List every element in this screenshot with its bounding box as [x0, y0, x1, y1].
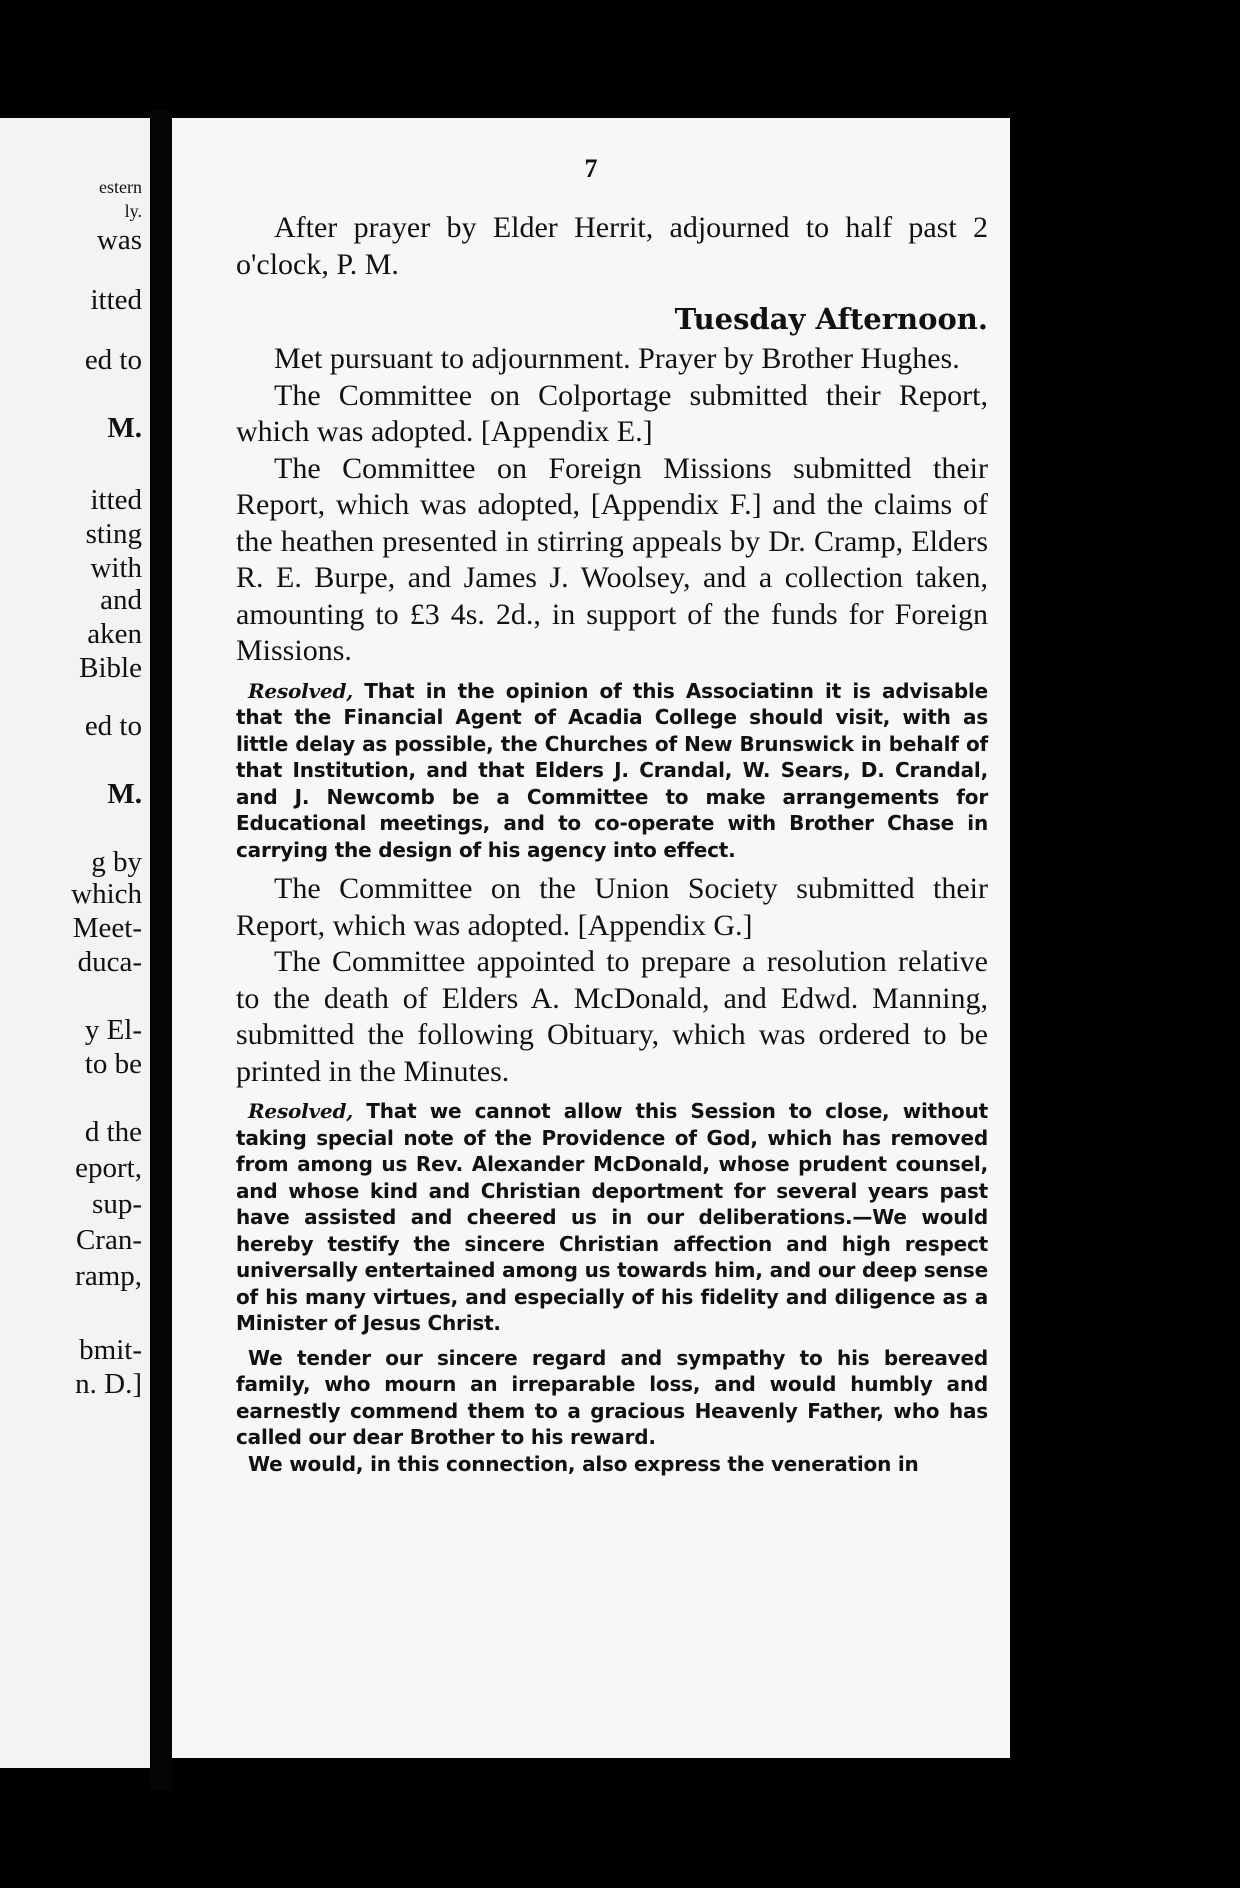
obituary-veneration: We would, in this connection, also express the veneration in	[248, 1451, 919, 1476]
left-fragment: which	[71, 878, 142, 910]
left-fragment: d the	[84, 1116, 142, 1148]
left-fragment: with	[90, 552, 142, 584]
resolution-obituary	[236, 1098, 988, 1337]
left-fragment: Meet-	[72, 912, 142, 944]
section-heading: Tuesday Afternoon.	[674, 302, 988, 336]
paragraph-foreign-missions: The Committee on Foreign Missions submitted their Report, which was adopted, [Appendix F.] and the claims of the heathen presented in stirring appeals by Dr. Cramp, Elders R. E. Burpe, and James J. Woolsey, and a collection taken, amounting to £3 4s. 2d., in support of the funds for Foreign Missions.	[236, 451, 988, 667]
resolution-text: That we cannot allow this Session to close, without taking special note of the Providence of God, which has removed from among us Rev. Alexander McDonald, whose prudent counsel, and whose kind and Christian deportment for several years past have assisted and cheered us in our deliberations.—We would hereby testify the sincere Christian affection and high respect universally entertained among us towards him, and our deep sense of his many virtues, and especially of his fidelity and diligence as a Minister of Jesus Christ.	[236, 1099, 988, 1335]
left-fragment: y El-	[84, 1014, 142, 1046]
left-fragment: ed to	[84, 344, 142, 376]
left-fragment: estern	[99, 177, 142, 197]
left-fragment: Bible	[79, 652, 142, 684]
paragraph-obituary-committee: The Committee appointed to prepare a resolution relative to the death of Elders A. McDonald, and Edwd. Manning, submitted the following Obituary, which was ordered to be printed in the Minutes.	[236, 945, 988, 1088]
resolution-text: That in the opinion of this Associatinn it is advisable that the Financial Agent of Acadia College should visit, with as little delay as possible, the Churches of New Brunswick in behalf of that Institution, and that Elders J. Crandal, W. Sears, D. Crandal, and J. Newcomb be a Committee to make arrangements for Educational meetings, and to co-operate with Brother Chase in carrying the design of his agency into effect.	[236, 678, 988, 862]
left-fragment: aken	[87, 618, 142, 650]
paragraph-adjournment: After prayer by Elder Herrit, adjourned to half past 2 o'clock, P. M.	[236, 211, 988, 281]
left-fragment: and	[100, 584, 142, 616]
paragraph-meeting: Met pursuant to adjournment. Prayer by Brother Hughes.	[274, 342, 960, 375]
left-fragment: Cran-	[75, 1224, 142, 1256]
left-fragment: was	[96, 224, 142, 256]
left-fragment: M.	[107, 778, 142, 810]
obituary-sympathy: We tender our sincere regard and sympathy to his bereaved family, who mourn an irreparable loss, and would humbly and earnestly commend them to a gracious Heavenly Father, who has called our dear Brother to his reward.	[236, 1345, 988, 1449]
left-fragment: itted	[90, 484, 142, 516]
resolved-label: Resolved,	[248, 1099, 354, 1123]
left-fragment: n. D.]	[75, 1368, 142, 1400]
left-fragment: sup-	[92, 1188, 142, 1220]
left-fragment: itted	[90, 284, 142, 316]
left-fragment: g by	[91, 846, 142, 878]
left-fragment: to be	[84, 1048, 142, 1080]
left-fragment: sting	[85, 518, 142, 550]
left-fragment: ly.	[124, 201, 142, 221]
resolution-acadia	[236, 678, 988, 864]
left-fragment: ed to	[84, 710, 142, 742]
left-fragment: bmit-	[79, 1334, 142, 1366]
left-fragment: ramp,	[75, 1260, 142, 1292]
left-fragment: eport,	[75, 1152, 142, 1184]
main-page	[172, 118, 1010, 1758]
left-fragment: M.	[107, 412, 142, 444]
paragraph-colportage: The Committee on Colportage submitted their Report, which was adopted. [Appendix E.]	[236, 378, 988, 448]
page-number: 7	[584, 154, 598, 183]
left-fragment: duca-	[77, 946, 142, 978]
resolved-label: Resolved,	[248, 678, 354, 703]
book-gutter	[150, 110, 172, 1790]
paragraph-union-society: The Committee on the Union Society submitted their Report, which was adopted. [Appendix G.]	[236, 872, 988, 942]
left-facing-page	[0, 118, 150, 1768]
page-body	[236, 210, 988, 1477]
